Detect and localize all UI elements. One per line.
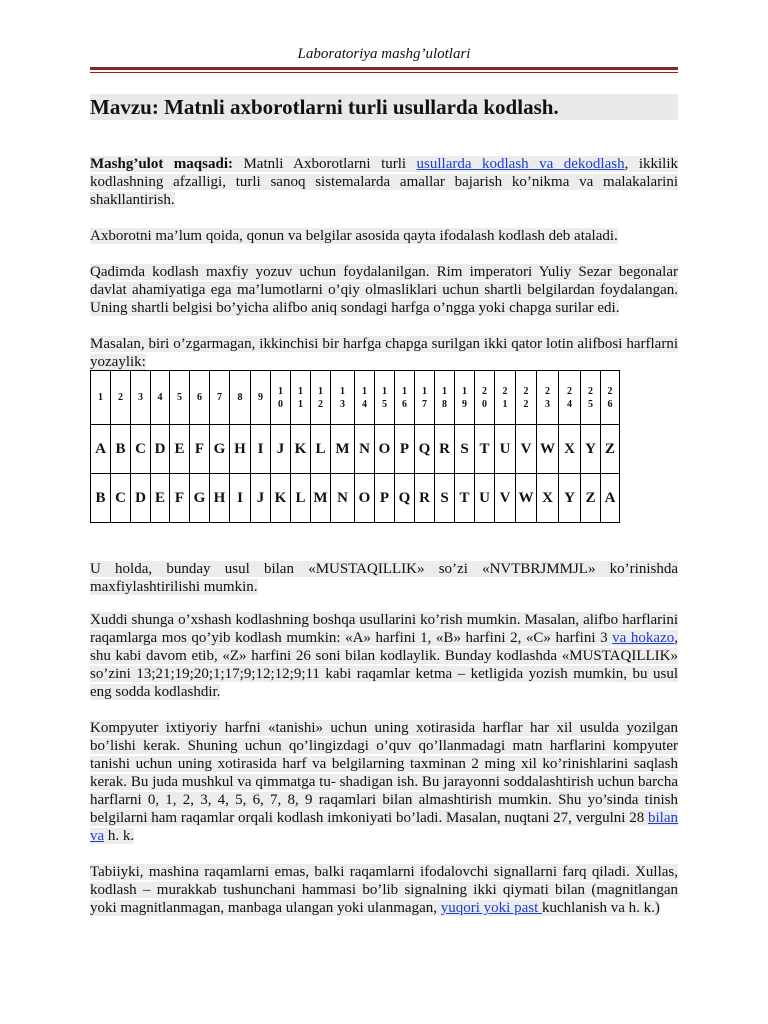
table-cell: 15 — [375, 371, 395, 425]
table-cell: Y — [581, 425, 601, 474]
table-cell: N — [355, 425, 375, 474]
table-cell: S — [455, 425, 475, 474]
table-cell: Z — [581, 474, 601, 523]
example-intro-paragraph — [90, 335, 678, 371]
table-cell: Q — [415, 425, 435, 474]
natural-link[interactable]: yuqori yoki past — [440, 900, 542, 916]
table-cell: U — [475, 474, 495, 523]
mustaqillik-paragraph — [90, 560, 678, 596]
table-cell: X — [537, 474, 559, 523]
table-cell: N — [331, 474, 355, 523]
table-cell: I — [251, 425, 271, 474]
table-cell: Q — [395, 474, 415, 523]
table-cell: F — [190, 425, 210, 474]
table-cell: 18 — [435, 371, 455, 425]
table-cell: L — [311, 425, 331, 474]
table-cell: C — [131, 425, 151, 474]
table-cell: Y — [559, 474, 581, 523]
table-row-numbers — [91, 371, 620, 425]
table-cell: K — [271, 474, 291, 523]
definition-paragraph — [90, 227, 678, 245]
history-paragraph — [90, 263, 678, 317]
header-rule-thin — [90, 72, 678, 73]
goal-label: Mashg’ulot maqsadi: — [90, 156, 233, 172]
table-cell: F — [170, 474, 190, 523]
table-cell: T — [475, 425, 495, 474]
goal-text-after: , ikkilik kodlashning afzalligi, turli sanoq sistemalarda amallar bajarish ko’nikma va malakalarini shakllantirish. — [90, 156, 678, 208]
table-cell: 1 — [91, 371, 111, 425]
caesar-cipher-table — [90, 370, 620, 523]
table-cell: L — [291, 474, 311, 523]
table-cell: W — [516, 474, 537, 523]
table-cell: 11 — [291, 371, 311, 425]
computer-paragraph — [90, 719, 678, 845]
computer-link[interactable]: bilan va — [90, 810, 678, 844]
table-cell: B — [91, 474, 111, 523]
table-cell: 22 — [516, 371, 537, 425]
goal-paragraph — [90, 155, 678, 209]
table-cell: H — [230, 425, 251, 474]
table-cell: G — [210, 425, 230, 474]
table-cell: E — [170, 425, 190, 474]
table-cell: 20 — [475, 371, 495, 425]
header-rule-thick — [90, 67, 678, 70]
table-row-shifted-alphabet — [91, 474, 620, 523]
table-cell: 13 — [331, 371, 355, 425]
table-cell: 2 — [111, 371, 131, 425]
natural-text-before: Tabiiyki, mashina raqamlarni emas, balki raqamlarni ifodalovchi signallarni farq qiladi. Xullas, kodlash – murakkab tushunchani hammasi bo’lib signalning ikki qiymati bilan (magnitlangan yoki magnitlanmagan, manbaga ulangan yoki ulanmagan, — [90, 864, 678, 916]
natural-paragraph — [90, 863, 678, 917]
table-cell: 24 — [559, 371, 581, 425]
table-cell: D — [131, 474, 151, 523]
goal-link[interactable]: usullarda kodlash va dekodlash — [416, 156, 625, 172]
table-cell: P — [375, 474, 395, 523]
table-cell: G — [190, 474, 210, 523]
table-cell: X — [559, 425, 581, 474]
table-cell: I — [230, 474, 251, 523]
table-cell: H — [210, 474, 230, 523]
other-methods-text-after: , shu kabi davom etib, «Z» harfini 26 soni bilan kodlaylik. Bunday kodlashda «MUSTAQILLIK» so’zini 13;21;19;20;1;17;9;12;12;9;11 kabi raqamlar ketma – ketligida yozish mumkin, bu usul eng sodda kodlashdir. — [90, 630, 678, 700]
example-intro-text: Masalan, biri o’zgarmagan, ikkinchisi bir harfga chapga surilgan ikki qator lotin alifbosi harflarni yozaylik: — [90, 336, 678, 370]
history-text: Qadimda kodlash maxfiy yozuv uchun foydalanilgan. Rim imperatori Yuliy Sezar begonalar davlat ahamiyatiga ega ma’lumotlarni o’qiy olmasliklari uchun shartli belgilardan foydalangan. Uning shartli belgisi bo’yicha alifbo aniq sondagi harfga o’ngga yoki chapga surilar edi. — [90, 264, 678, 316]
table-cell: 14 — [355, 371, 375, 425]
table-cell: 7 — [210, 371, 230, 425]
computer-text-before: Kompyuter ixtiyoriy harfni «tanishi» uchun uning xotirasida harflar har xil usulda yozilgan bo’lishi kerak. Shuning uchun qo’lingizdagi o’quv qo’llanmadagi matn harflarini kompyuter tanishi uchun uning xotirasida harf va belgilarning taxminan 2 ming xil ko’rinishlarini saqlash kerak. Bu juda mushkul va qimmatga tu- shadigan ish. Bu jarayonni soddalashtirish uchun barcha harflarni 0, 1, 2, 3, 4, 5, 6, 7, 8, 9 raqamlari bilan almashtirish mumkin. Shu yo’sinda tinish belgilarni ham raqamlar orqali kodlash imkoniyati bo’ladi. Masalan, nuqtani 27, vergulni 28 — [90, 720, 678, 826]
table-cell: M — [331, 425, 355, 474]
table-cell: K — [291, 425, 311, 474]
topic-heading: Mavzu: Matnli axborotlarni turli usullarda kodlash. — [90, 94, 678, 120]
table-cell: 16 — [395, 371, 415, 425]
table-cell: 25 — [581, 371, 601, 425]
table-cell: S — [435, 474, 455, 523]
table-cell: U — [495, 425, 516, 474]
table-cell: J — [271, 425, 291, 474]
table-cell: 21 — [495, 371, 516, 425]
table-cell: 12 — [311, 371, 331, 425]
table-cell: 23 — [537, 371, 559, 425]
other-methods-paragraph — [90, 611, 678, 701]
other-methods-text-before: Xuddi shunga o’xshash kodlashning boshqa usullarini ko’rish mumkin. Masalan, alifbo harflarini raqamlarga mos qo’yib kodlash mumkin: «A» harfini 1, «B» harfini 2, «C» harfini 3 — [90, 612, 678, 646]
table-cell: 9 — [251, 371, 271, 425]
table-cell: V — [516, 425, 537, 474]
table-cell: R — [415, 474, 435, 523]
table-cell: R — [435, 425, 455, 474]
table-cell: 10 — [271, 371, 291, 425]
table-cell: 17 — [415, 371, 435, 425]
natural-text-after: kuchlanish va h. k.) — [542, 900, 660, 916]
other-methods-link[interactable]: va hokazo — [612, 630, 675, 646]
table-cell: 26 — [601, 371, 620, 425]
table-row-plain-alphabet — [91, 425, 620, 474]
goal-text-before: Matnli Axborotlarni turli — [233, 156, 417, 172]
computer-text-after: h. k. — [104, 828, 135, 844]
table-cell: Z — [601, 425, 620, 474]
table-cell: 5 — [170, 371, 190, 425]
table-cell: 6 — [190, 371, 210, 425]
table-cell: A — [601, 474, 620, 523]
table-cell: 3 — [131, 371, 151, 425]
table-cell: T — [455, 474, 475, 523]
table-cell: A — [91, 425, 111, 474]
table-cell: 8 — [230, 371, 251, 425]
definition-text: Axborotni ma’lum qoida, qonun va belgilar asosida qayta ifodalash kodlash deb ataladi. — [90, 228, 618, 244]
table-cell: W — [537, 425, 559, 474]
table-cell: O — [375, 425, 395, 474]
table-cell: P — [395, 425, 415, 474]
table-cell: J — [251, 474, 271, 523]
running-header: Laboratoriya mashg’ulotlari — [297, 46, 471, 62]
mustaqillik-text: U holda, bunday usul bilan «MUSTAQILLIK» so’zi «NVTBRJMMJL» ko’rinishda maxfiylashtirilishi mumkin. — [90, 561, 678, 595]
table-cell: B — [111, 425, 131, 474]
table-cell: M — [311, 474, 331, 523]
table-cell: 19 — [455, 371, 475, 425]
table-cell: V — [495, 474, 516, 523]
table-cell: O — [355, 474, 375, 523]
table-cell: C — [111, 474, 131, 523]
table-cell: E — [151, 474, 170, 523]
table-cell: D — [151, 425, 170, 474]
table-cell: 4 — [151, 371, 170, 425]
